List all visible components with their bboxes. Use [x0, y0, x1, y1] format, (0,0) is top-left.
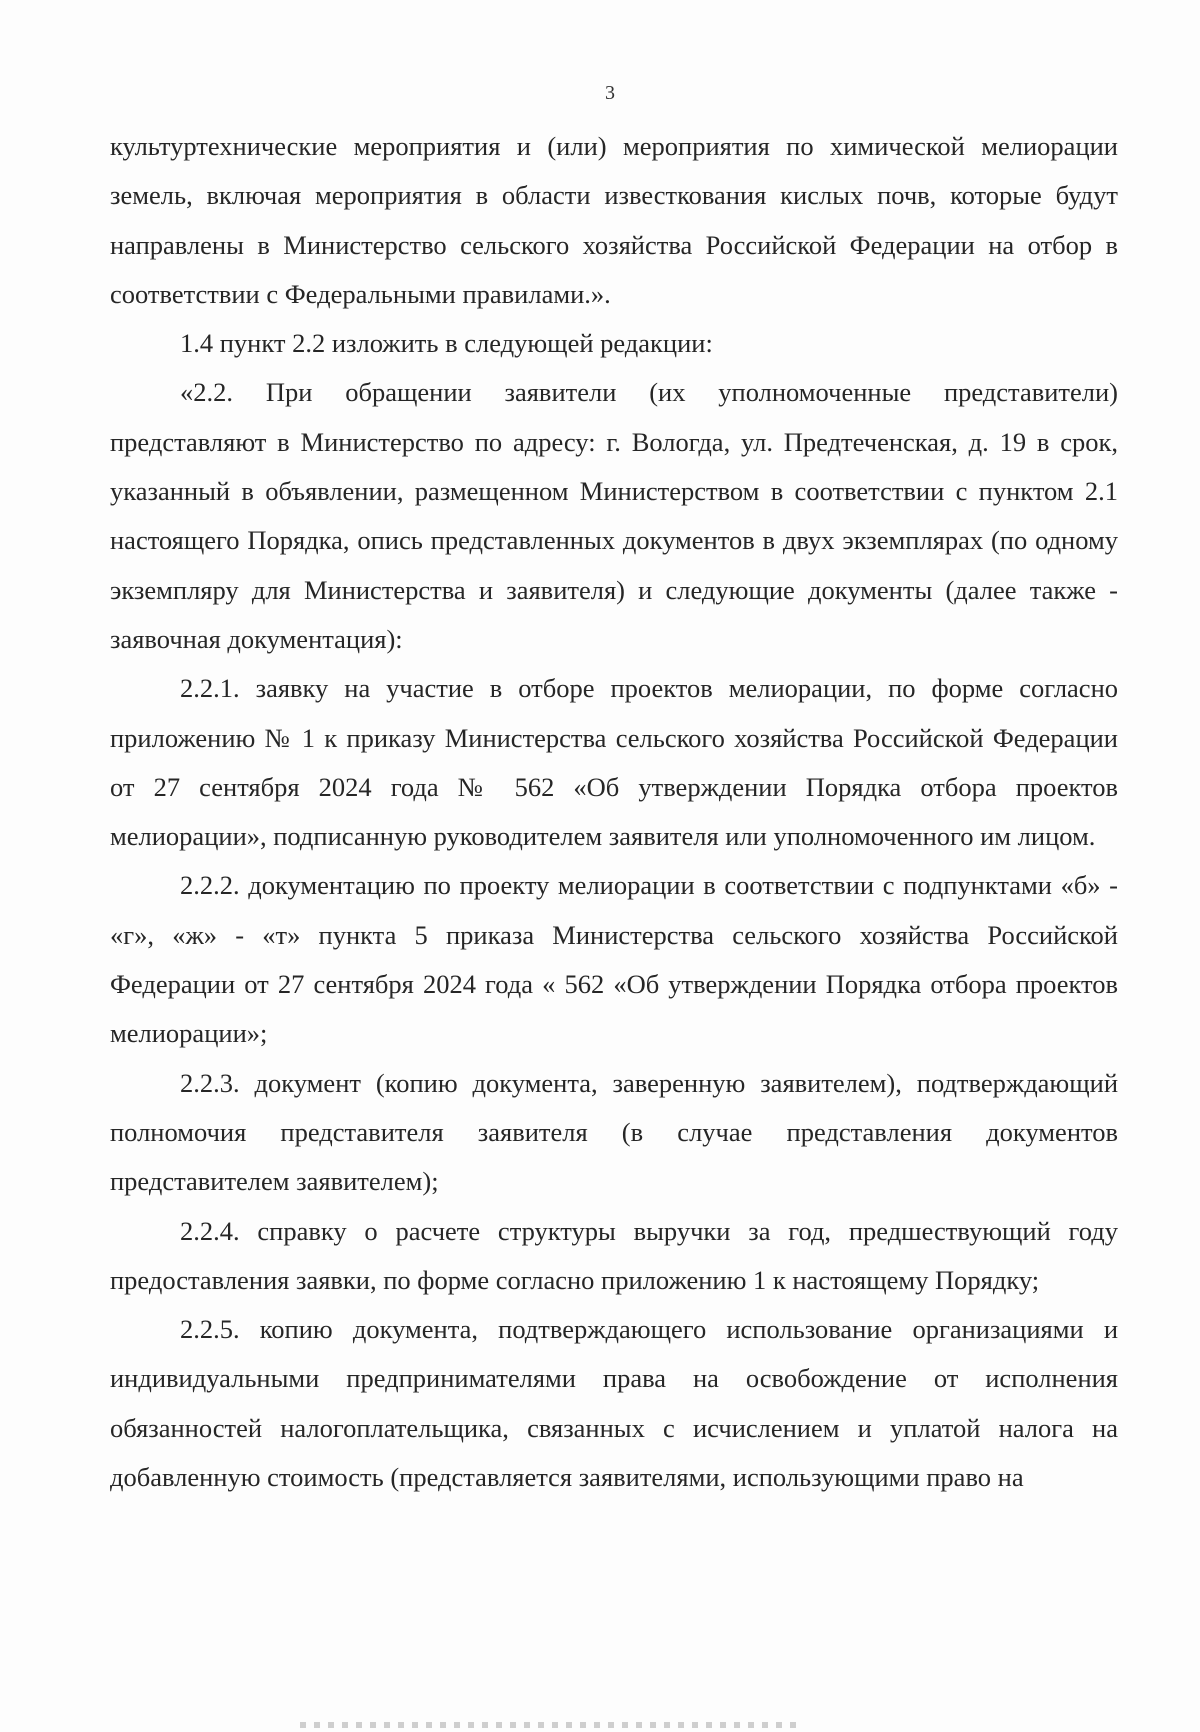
paragraph-item-2-2-4: 2.2.4. справку о расчете структуры выручки за год, предшествующий году предоставления заявки, по форме согласно приложению 1 к настоящему Порядку;: [110, 1215, 1118, 1295]
document-body: [110, 122, 1118, 1502]
paragraph-item-1-4: 1.4 пункт 2.2 изложить в следующей редакции:: [180, 328, 713, 359]
paragraph-item-2-2: «2.2. При обращении заявители (их уполномоченные представители) представляют в Министерство по адресу: г. Вологда, ул. Предтеченская, д. 19 в срок, указанный в объявлении, размещенном Министерством в соответствии с пунктом 2.1 настоящего Порядка, опись представленных документов в двух экземплярах (по одному экземпляру для Министерства и заявителя) и следующие документы (далее также - заявочная документация):: [110, 377, 1118, 654]
paragraph-item-2-2-5: 2.2.5. копию документа, подтверждающего использование организациями и индивидуальными предпринимателями права на освобождение от исполнения обязанностей налогоплательщика, связанных с исчислением и уплатой налога на добавленную стоимость (представляется заявителями, использующими право на: [110, 1314, 1118, 1493]
scan-artifact: [300, 1722, 800, 1728]
paragraph-item-2-2-1: 2.2.1. заявку на участие в отборе проектов мелиорации, по форме согласно приложению № 1 к приказу Министерства сельского хозяйства Российской Федерации от 27 сентября 2024 года № 562 «Об утверждении Порядка отбора проектов мелиорации», подписанную руководителем заявителя или уполномоченного им лицом.: [110, 673, 1118, 852]
page-number: 3: [605, 82, 615, 104]
paragraph-continuation: культуртехнические мероприятия и (или) мероприятия по химической мелиорации земель, включая мероприятия в области известкования кислых почв, которые будут направлены в Министерство сельского хозяйства Российской Федерации на отбор в соответствии с Федеральными правилами.».: [110, 131, 1118, 309]
paragraph-item-2-2-2: 2.2.2. документацию по проекту мелиорации в соответствии с подпунктами «б» - «г», «ж» - «т» пункта 5 приказа Министерства сельского хозяйства Российской Федерации от 27 сентября 2024 года « 562 «Об утверждении Порядка отбора проектов мелиорации»;: [110, 870, 1118, 1049]
paragraph-item-2-2-3: 2.2.3. документ (копию документа, заверенную заявителем), подтверждающий полномочия представителя заявителя (в случае представления документов представителем заявителем);: [110, 1067, 1118, 1197]
